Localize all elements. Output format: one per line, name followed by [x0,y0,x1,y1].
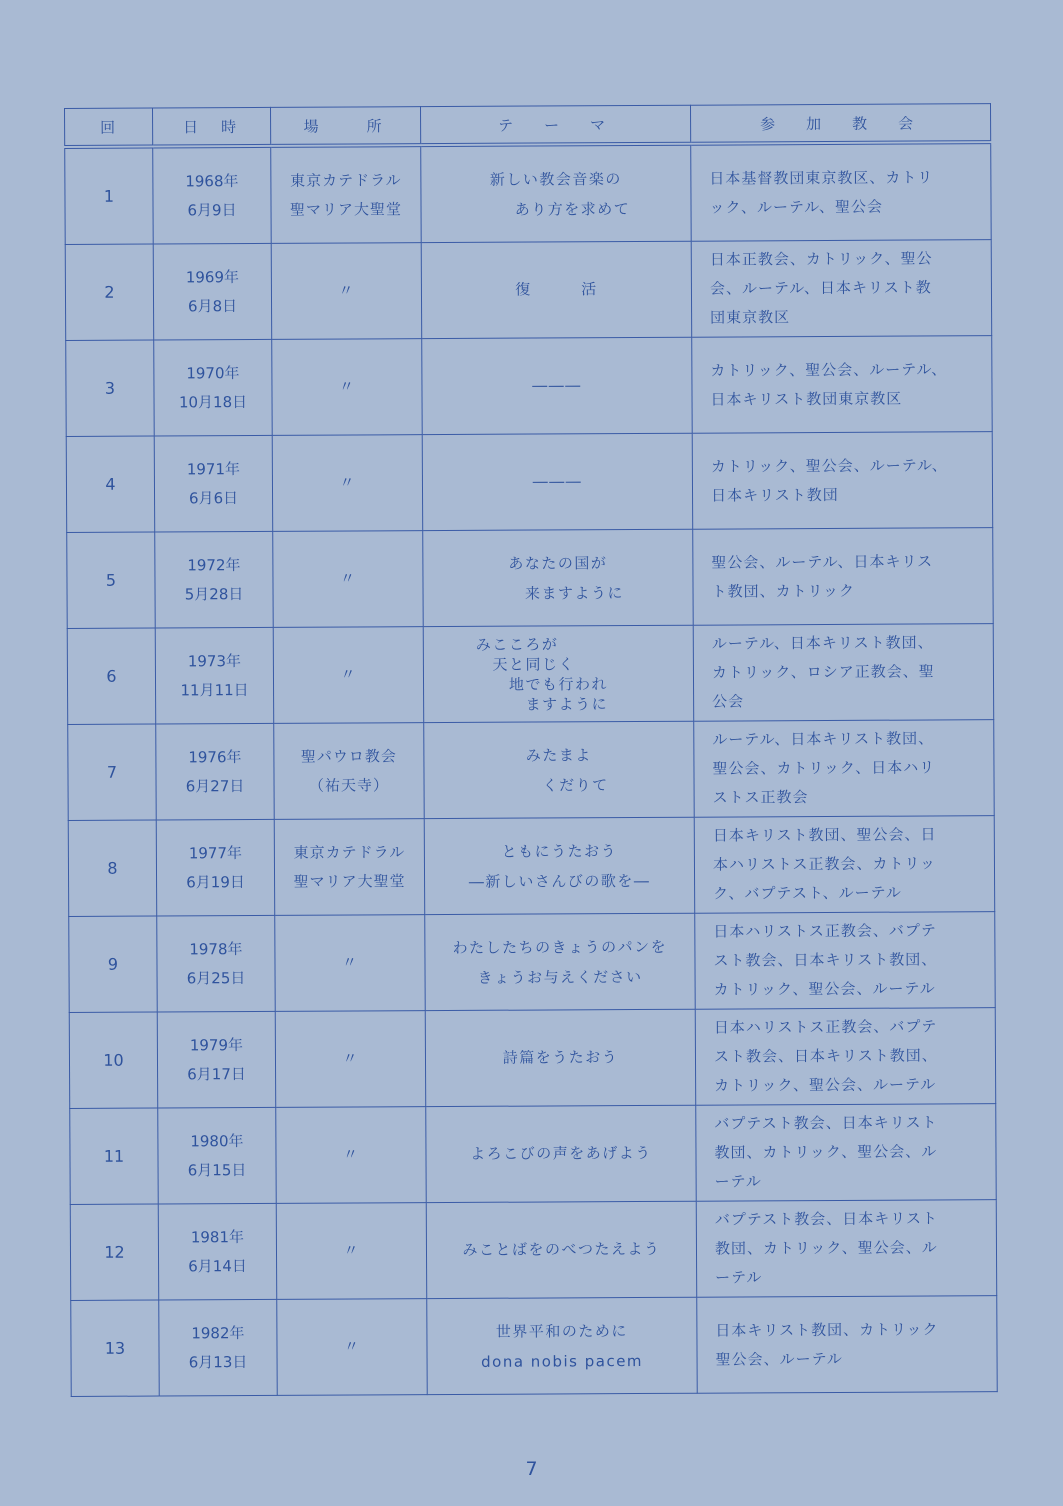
session-number: 3 [66,340,155,436]
session-day: 11月11日 [180,680,249,699]
session-place: 〃 [273,627,424,724]
session-number: 2 [65,244,154,340]
session-place: 〃 [276,1107,427,1204]
session-year: 1970年 [186,363,240,382]
session-place: 〃 [273,531,424,628]
participating-churches: カトリック、聖公会、ルーテル、 日本キリスト教団 [692,432,992,530]
session-day: 6月14日 [188,1256,247,1275]
session-day: 6月6日 [188,488,239,507]
table-row [65,240,991,341]
table-row [66,432,992,533]
session-day: 6月13日 [188,1352,248,1371]
session-number: 8 [68,820,157,916]
participating-churches: ルーテル、日本キリスト教団、 カトリック、ロシア正教会、聖 公会 [693,624,993,722]
participating-churches: 日本ハリストス正教会、バプテ スト教会、日本キリスト教団、 カトリック、聖公会、ルーテル [695,912,995,1010]
participating-churches: 日本基督教団東京教区、カトリ ック、ルーテル、聖公会 [691,142,992,241]
session-theme: よろこびの声をあげよう [426,1105,696,1202]
participating-churches: バプテスト教会、日本キリスト 教団、カトリック、聖公会、ル ーテル [696,1200,996,1298]
session-theme: みこころが 天と同じく 地でも行われ ますように [423,625,693,722]
session-theme: 世界平和のために dona nobis pacem [427,1297,697,1394]
session-place: 〃 [277,1299,428,1396]
session-day: 6月9日 [187,200,237,219]
header-theme: テ ー マ [420,105,690,145]
table-row [67,528,993,629]
events-table [64,103,998,1397]
participating-churches: カトリック、聖公会、ルーテル、 日本キリスト教団東京教区 [692,336,992,434]
participating-churches: 日本ハリストス正教会、バプテ スト教会、日本キリスト教団、 カトリック、聖公会、ルーテル [695,1008,995,1106]
table-row [68,816,994,917]
session-place: 〃 [272,435,423,532]
page-number: 7 [525,1458,538,1480]
table-header-row [65,104,991,147]
session-year: 1973年 [187,651,242,670]
table-row [65,142,991,244]
header-date: 日 時 [153,107,271,146]
session-year: 1982年 [191,1323,245,1342]
session-year: 1972年 [187,555,241,574]
session-day: 6月17日 [187,1064,246,1083]
header-place: 場 所 [270,107,420,146]
session-date [159,1299,278,1396]
participating-churches: ルーテル、日本キリスト教団、 聖公会、カトリック、日本ハリ ストス正教会 [694,720,994,818]
session-theme: みことばをのべつたえよう [426,1201,696,1298]
session-theme: あなたの国が 来ますように [423,529,693,626]
session-day: 6月19日 [186,872,245,891]
session-number: 12 [70,1204,159,1300]
session-year: 1971年 [186,459,241,478]
session-place: 〃 [275,915,426,1012]
session-date [153,243,272,340]
header-number: 回 [65,108,153,147]
participating-churches: 日本正教会、カトリック、聖公 会、ルーテル、日本キリスト教 団東京教区 [691,240,991,338]
table-row [70,1104,996,1205]
session-place: 〃 [272,339,423,436]
session-number: 5 [67,532,156,628]
session-year: 1981年 [190,1227,245,1246]
table-row [70,1200,996,1301]
session-date [153,146,272,244]
session-number: 7 [68,724,157,820]
session-theme: みたまよ くだりて [424,721,694,818]
session-number: 10 [69,1012,158,1108]
session-year: 1968年 [185,171,239,190]
session-year: 1977年 [188,843,243,862]
session-date [155,531,274,628]
session-year: 1980年 [190,1131,244,1150]
participating-churches: 聖公会、ルーテル、日本キリス ト教団、カトリック [693,528,993,626]
session-place: 東京カテドラル 聖マリア大聖堂 [271,145,422,243]
session-number: 6 [67,628,156,724]
session-date [157,1011,276,1108]
session-theme: ――― [422,433,692,530]
session-day: 6月8日 [187,296,238,315]
session-date [157,915,276,1012]
session-day: 6月15日 [187,1160,247,1179]
session-year: 1969年 [185,267,240,286]
session-date [156,723,275,820]
session-place: 聖パウロ教会 （祐天寺） [274,723,425,820]
session-number: 9 [69,916,158,1012]
session-date [156,819,275,916]
table-row [71,1296,997,1397]
table-row [68,720,994,821]
table-row [66,336,992,437]
session-number: 1 [65,147,154,245]
session-date [155,627,274,724]
session-date [154,339,273,436]
session-place: 〃 [271,243,422,340]
session-place: 〃 [276,1203,427,1300]
session-year: 1979年 [189,1035,244,1054]
session-number: 4 [66,436,155,532]
table-row [67,624,993,725]
session-theme: 詩篇をうたおう [425,1009,695,1106]
session-theme: わたしたちのきょうのパンを きょうお与えください [425,913,695,1010]
session-number: 13 [71,1300,160,1396]
session-theme: 新しい教会音楽の あり方を求めて [421,144,692,243]
session-date [158,1203,277,1300]
events-table-sheet [64,103,997,1382]
table-row [69,1008,995,1109]
session-day: 5月28日 [184,584,244,603]
session-year: 1978年 [189,939,243,958]
session-place: 東京カテドラル 聖マリア大聖堂 [274,819,425,916]
participating-churches: 日本キリスト教団、聖公会、日 本ハリストス正教会、カトリッ ク、バプテスト、ルーテル [694,816,994,914]
session-theme: ――― [422,337,692,434]
participating-churches: バプテスト教会、日本キリスト 教団、カトリック、聖公会、ル ーテル [696,1104,996,1202]
session-theme: 復 活 [421,241,691,338]
header-churches: 参 加 教 会 [690,104,990,144]
session-day: 6月27日 [185,776,245,795]
session-number: 11 [70,1108,159,1204]
table-row [69,912,995,1013]
session-day: 10月18日 [178,392,248,411]
session-day: 6月25日 [186,968,246,987]
session-year: 1976年 [188,747,242,766]
participating-churches: 日本キリスト教団、カトリック 聖公会、ルーテル [697,1296,997,1394]
session-date [158,1107,277,1204]
session-theme: ともにうたおう ―新しいさんびの歌を― [424,817,694,914]
session-place: 〃 [275,1011,426,1108]
session-date [154,435,273,532]
